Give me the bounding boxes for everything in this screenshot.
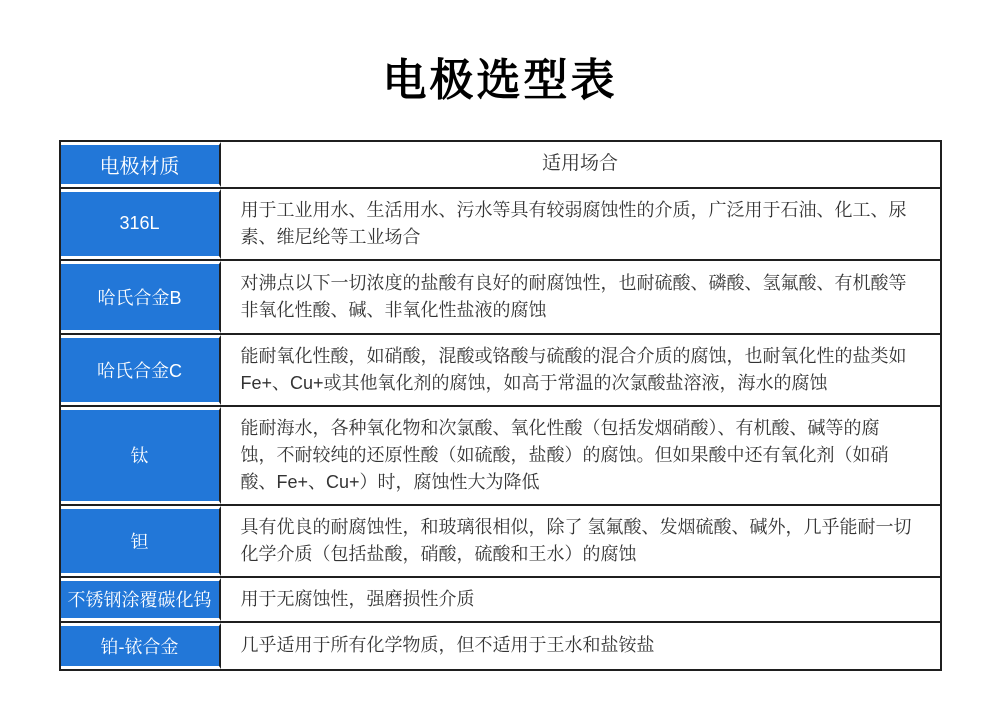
electrode-selection-page	[0, 44, 1000, 725]
table-row	[61, 578, 940, 623]
table-row	[61, 261, 940, 335]
page-title: 电极选型表	[382, 56, 618, 105]
header-application: 适用场合	[221, 142, 940, 187]
application-cell: 用于工业用水、生活用水、污水等具有较弱腐蚀性的介质，广泛用于石油、化工、尿素、维尼纶等工业场合	[221, 189, 940, 259]
material-cell: 钛	[61, 407, 221, 504]
material-cell: 不锈钢涂覆碳化钨	[61, 578, 221, 621]
application-cell: 对沸点以下一切浓度的盐酸有良好的耐腐蚀性，也耐硫酸、磷酸、氢氟酸、有机酸等非氧化性酸、碱、非氧化性盐液的腐蚀	[221, 261, 940, 333]
material-cell: 哈氏合金C	[61, 335, 221, 405]
material-cell: 哈氏合金B	[61, 261, 221, 333]
application-cell: 几乎适用于所有化学物质，但不适用于王水和盐铵盐	[221, 623, 940, 669]
table-header-row	[61, 142, 940, 189]
application-cell: 能耐海水，各种氧化物和次氯酸、氧化性酸（包括发烟硝酸）、有机酸、碱等的腐蚀，不耐较纯的还原性酸（如硫酸，盐酸）的腐蚀。但如果酸中还有氧化剂（如硝酸、Fe+、Cu+）时，腐蚀性大为降低	[221, 407, 940, 504]
material-cell: 钽	[61, 506, 221, 576]
material-cell: 铂-铱合金	[61, 623, 221, 669]
table-row	[61, 407, 940, 506]
table-row	[61, 335, 940, 407]
table-row	[61, 623, 940, 669]
application-cell: 具有优良的耐腐蚀性，和玻璃很相似，除了 氢氟酸、发烟硫酸、碱外，几乎能耐一切化学介质（包括盐酸，硝酸，硫酸和王水）的腐蚀	[221, 506, 940, 576]
table-row	[61, 506, 940, 578]
electrode-table	[59, 140, 942, 671]
application-cell: 能耐氧化性酸，如硝酸，混酸或铬酸与硫酸的混合介质的腐蚀，也耐氧化性的盐类如Fe+、Cu+或其他氧化剂的腐蚀，如高于常温的次氯酸盐溶液，海水的腐蚀	[221, 335, 940, 405]
header-material: 电极材质	[61, 142, 221, 187]
material-cell: 316L	[61, 189, 221, 259]
application-cell: 用于无腐蚀性，强磨损性介质	[221, 578, 940, 621]
table-row	[61, 189, 940, 261]
